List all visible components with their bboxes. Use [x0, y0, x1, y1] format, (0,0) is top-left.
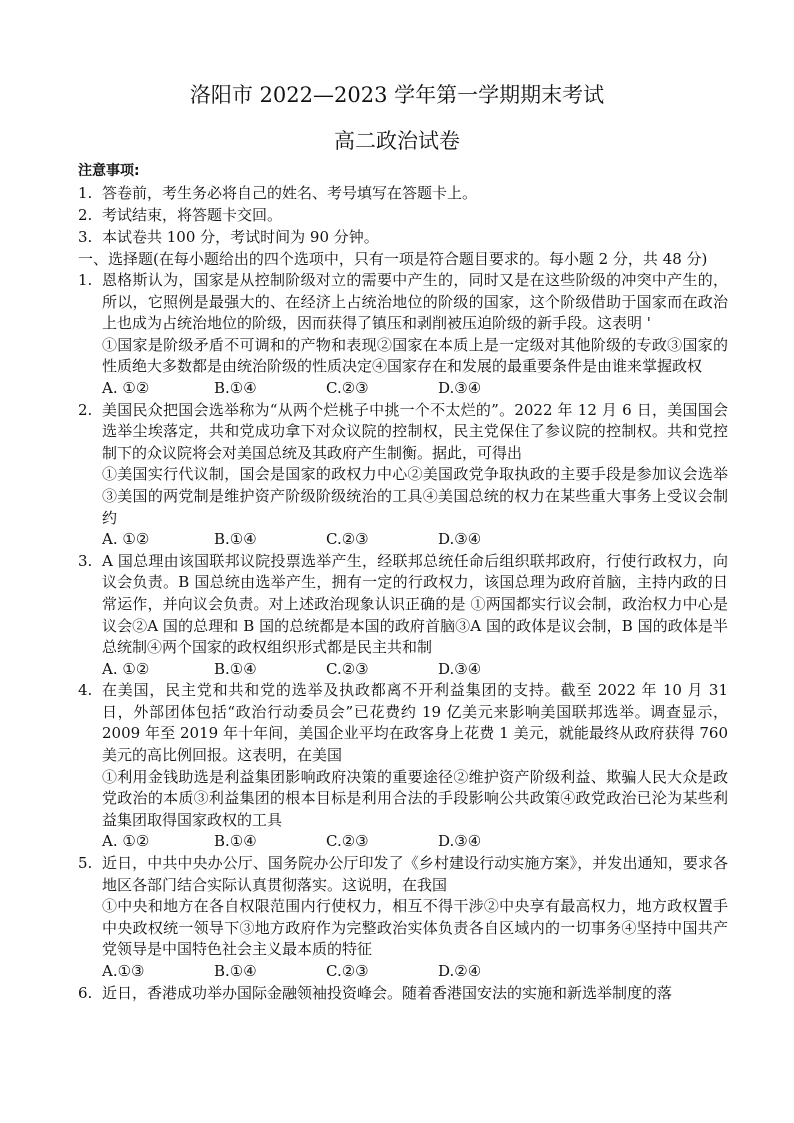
option-a: A. ①②: [102, 530, 150, 549]
option-d: D.③④: [438, 530, 482, 549]
answer-options: [102, 831, 728, 853]
question-stem: [102, 551, 728, 659]
option-b: B.①④: [214, 659, 257, 678]
question-number: 2.: [78, 400, 93, 419]
notice-item: [78, 226, 728, 248]
option-a: A. ①②: [102, 378, 150, 397]
question-6: [78, 983, 728, 1005]
answer-options: [102, 529, 728, 551]
section-heading: 一、选择题(在每小题给出的四个选项中，只有一项是符合题目要求的。每小题 2 分，共 48 分): [78, 250, 708, 268]
exam-subtitle: 高二政治试卷: [334, 129, 460, 153]
notice-item-number: 3.: [78, 228, 93, 246]
notice-item-number: 1.: [78, 184, 93, 202]
option-b: B.①④: [214, 378, 257, 397]
question-stem: 近日，香港成功举办国际金融领袖投资峰会。随着香港国安法的实施和新选举制度的落: [102, 983, 673, 1002]
option-d: D.③④: [438, 832, 482, 851]
question-number: 6.: [78, 983, 93, 1002]
question-stem-text: A 国总理由该国联邦议院投票选举产生，经联邦总统任命后组织联邦政府，行使行政权力，向议会负责。B 国总统由选举产生，拥有一定的行政权力，该国总理为政府首脑，主持内政的日常运作，并向议会负责。对上述政治现象认识正确的是: [102, 551, 728, 613]
notice-item: [78, 204, 728, 226]
question-stem: 近日，中共中央办公厅、国务院办公厅印发了《乡村建设行动实施方案》，并发出通知，要求各地区各部门结合实际认真贯彻落实。这说明，在我国: [102, 854, 728, 894]
question-stem: 恩格斯认为，国家是从控制阶级对立的需要中产生的，同时又是在这些阶级的冲突中产生的，所以，它照例是最强大的、在经济上占统治地位的阶级的国家，这个阶级借助于国家而在政治上也成为占统治地位的阶级，因而获得了镇压和剥削被压迫阶级的新手段。这表明 ': [102, 271, 728, 333]
notice-item-number: 2.: [78, 206, 93, 224]
option-c: C.②③: [326, 659, 369, 678]
notice-item-text: 答卷前，考生务必将自己的姓名、考号填写在答题卡上。: [102, 184, 478, 202]
option-c: C.②③: [326, 530, 369, 549]
option-d: D.③④: [438, 659, 482, 678]
question-stem: 在美国，民主党和共和党的选举及执政都离不开利益集团的支持。截至 2022 年 10 月 31 日，外部团体包括“政治行动委员会”已花费约 19 亿美元来影响美国联邦选举。调查显示，2009 年至 2019 年十年间，美国企业平均在政客身上花费 1 美元，就能最终从政府获得 760 美元的高比例回报。这表明，在美国: [102, 681, 728, 765]
option-d: D.③④: [438, 378, 482, 397]
question-4: [78, 680, 728, 853]
question-number: 3.: [78, 551, 93, 570]
option-a: A. ①②: [102, 659, 150, 678]
option-a: A.①③: [102, 962, 145, 980]
question-stem: 美国民众把国会选举称为“从两个烂桃子中挑一个不太烂的”。2022 年 12 月 6 日，美国国会选举尘埃落定，共和党成功拿下对众议院的控制权，民主党保住了参议院的控制权。共和党控制下的众议院将会对美国总统及其政府产生制衡。据此，可得出: [102, 400, 728, 462]
option-c: C.②③: [326, 832, 369, 851]
question-statements: ①中央和地方在各自权限范围内行使权力，相互不得干涉②中央享有最高权力，地方政权置手中央政权统一领导下③地方政府作为完整政治实体负责各自区域内的一切事务④坚持中国共产党领导是中国特色社会主义最本质的特征: [102, 897, 728, 959]
notice-heading: 注意事项:: [78, 163, 140, 179]
option-b: B.①④: [214, 962, 257, 980]
question-number: 1.: [78, 271, 93, 289]
option-a: A. ①②: [102, 832, 150, 851]
question-5: [78, 853, 728, 983]
notice-item: [78, 182, 728, 204]
option-c: C.②③: [326, 962, 369, 980]
option-c: C.②③: [326, 378, 369, 397]
answer-options: [102, 378, 728, 400]
question-number: 4.: [78, 681, 93, 700]
question-1: [78, 270, 728, 400]
question-number: 5.: [78, 854, 93, 873]
notice-item-text: 本试卷共 100 分，考试时间为 90 分钟。: [102, 228, 379, 246]
option-d: D.②④: [438, 962, 482, 980]
exam-title: 洛阳市 2022—2023 学年第一学期期末考试: [189, 83, 605, 107]
option-b: B.①④: [214, 530, 257, 549]
answer-options: [102, 659, 728, 681]
question-3: [78, 551, 728, 681]
notice-item-text: 考试结束，将答题卡交回。: [102, 206, 283, 224]
exam-body: [78, 160, 728, 1004]
question-2: [78, 400, 728, 551]
answer-options: [102, 961, 728, 983]
question-statements: ①利用金钱助选是利益集团影响政府决策的重要途径②维护资产阶级利益、欺骗人民大众是政党政治的本质③利益集团的根本目标是利用合法的手段影响公共政策④政党政治已沦为某些利益集团取得国家政权的工具: [102, 767, 728, 829]
question-statements: ①美国实行代议制，国会是国家的政权力中心②美国政党争取执政的主要手段是参加议会选举③美国的两党制是维护资产阶级阶级统治的工具④美国总统的权力在某些重大事务上受议会制约: [102, 465, 728, 527]
question-statements: ①两国都实行议会制，政治权力中心是议会②A 国的总理和 B 国的总统都是本国的政府首脑③A 国的政体是议会制，B 国的政体是半总统制④两个国家的政权组织形式都是民主共和制: [102, 594, 728, 657]
option-b: B.①④: [214, 832, 257, 851]
question-statements: ①国家是阶级矛盾不可调和的产物和表现②国家在本质上是一定级对其他阶级的专政③国家的性质绝大多数都是由统治阶级的性质决定④国家存在和发展的最重要条件是由谁来掌握政权: [102, 335, 728, 376]
